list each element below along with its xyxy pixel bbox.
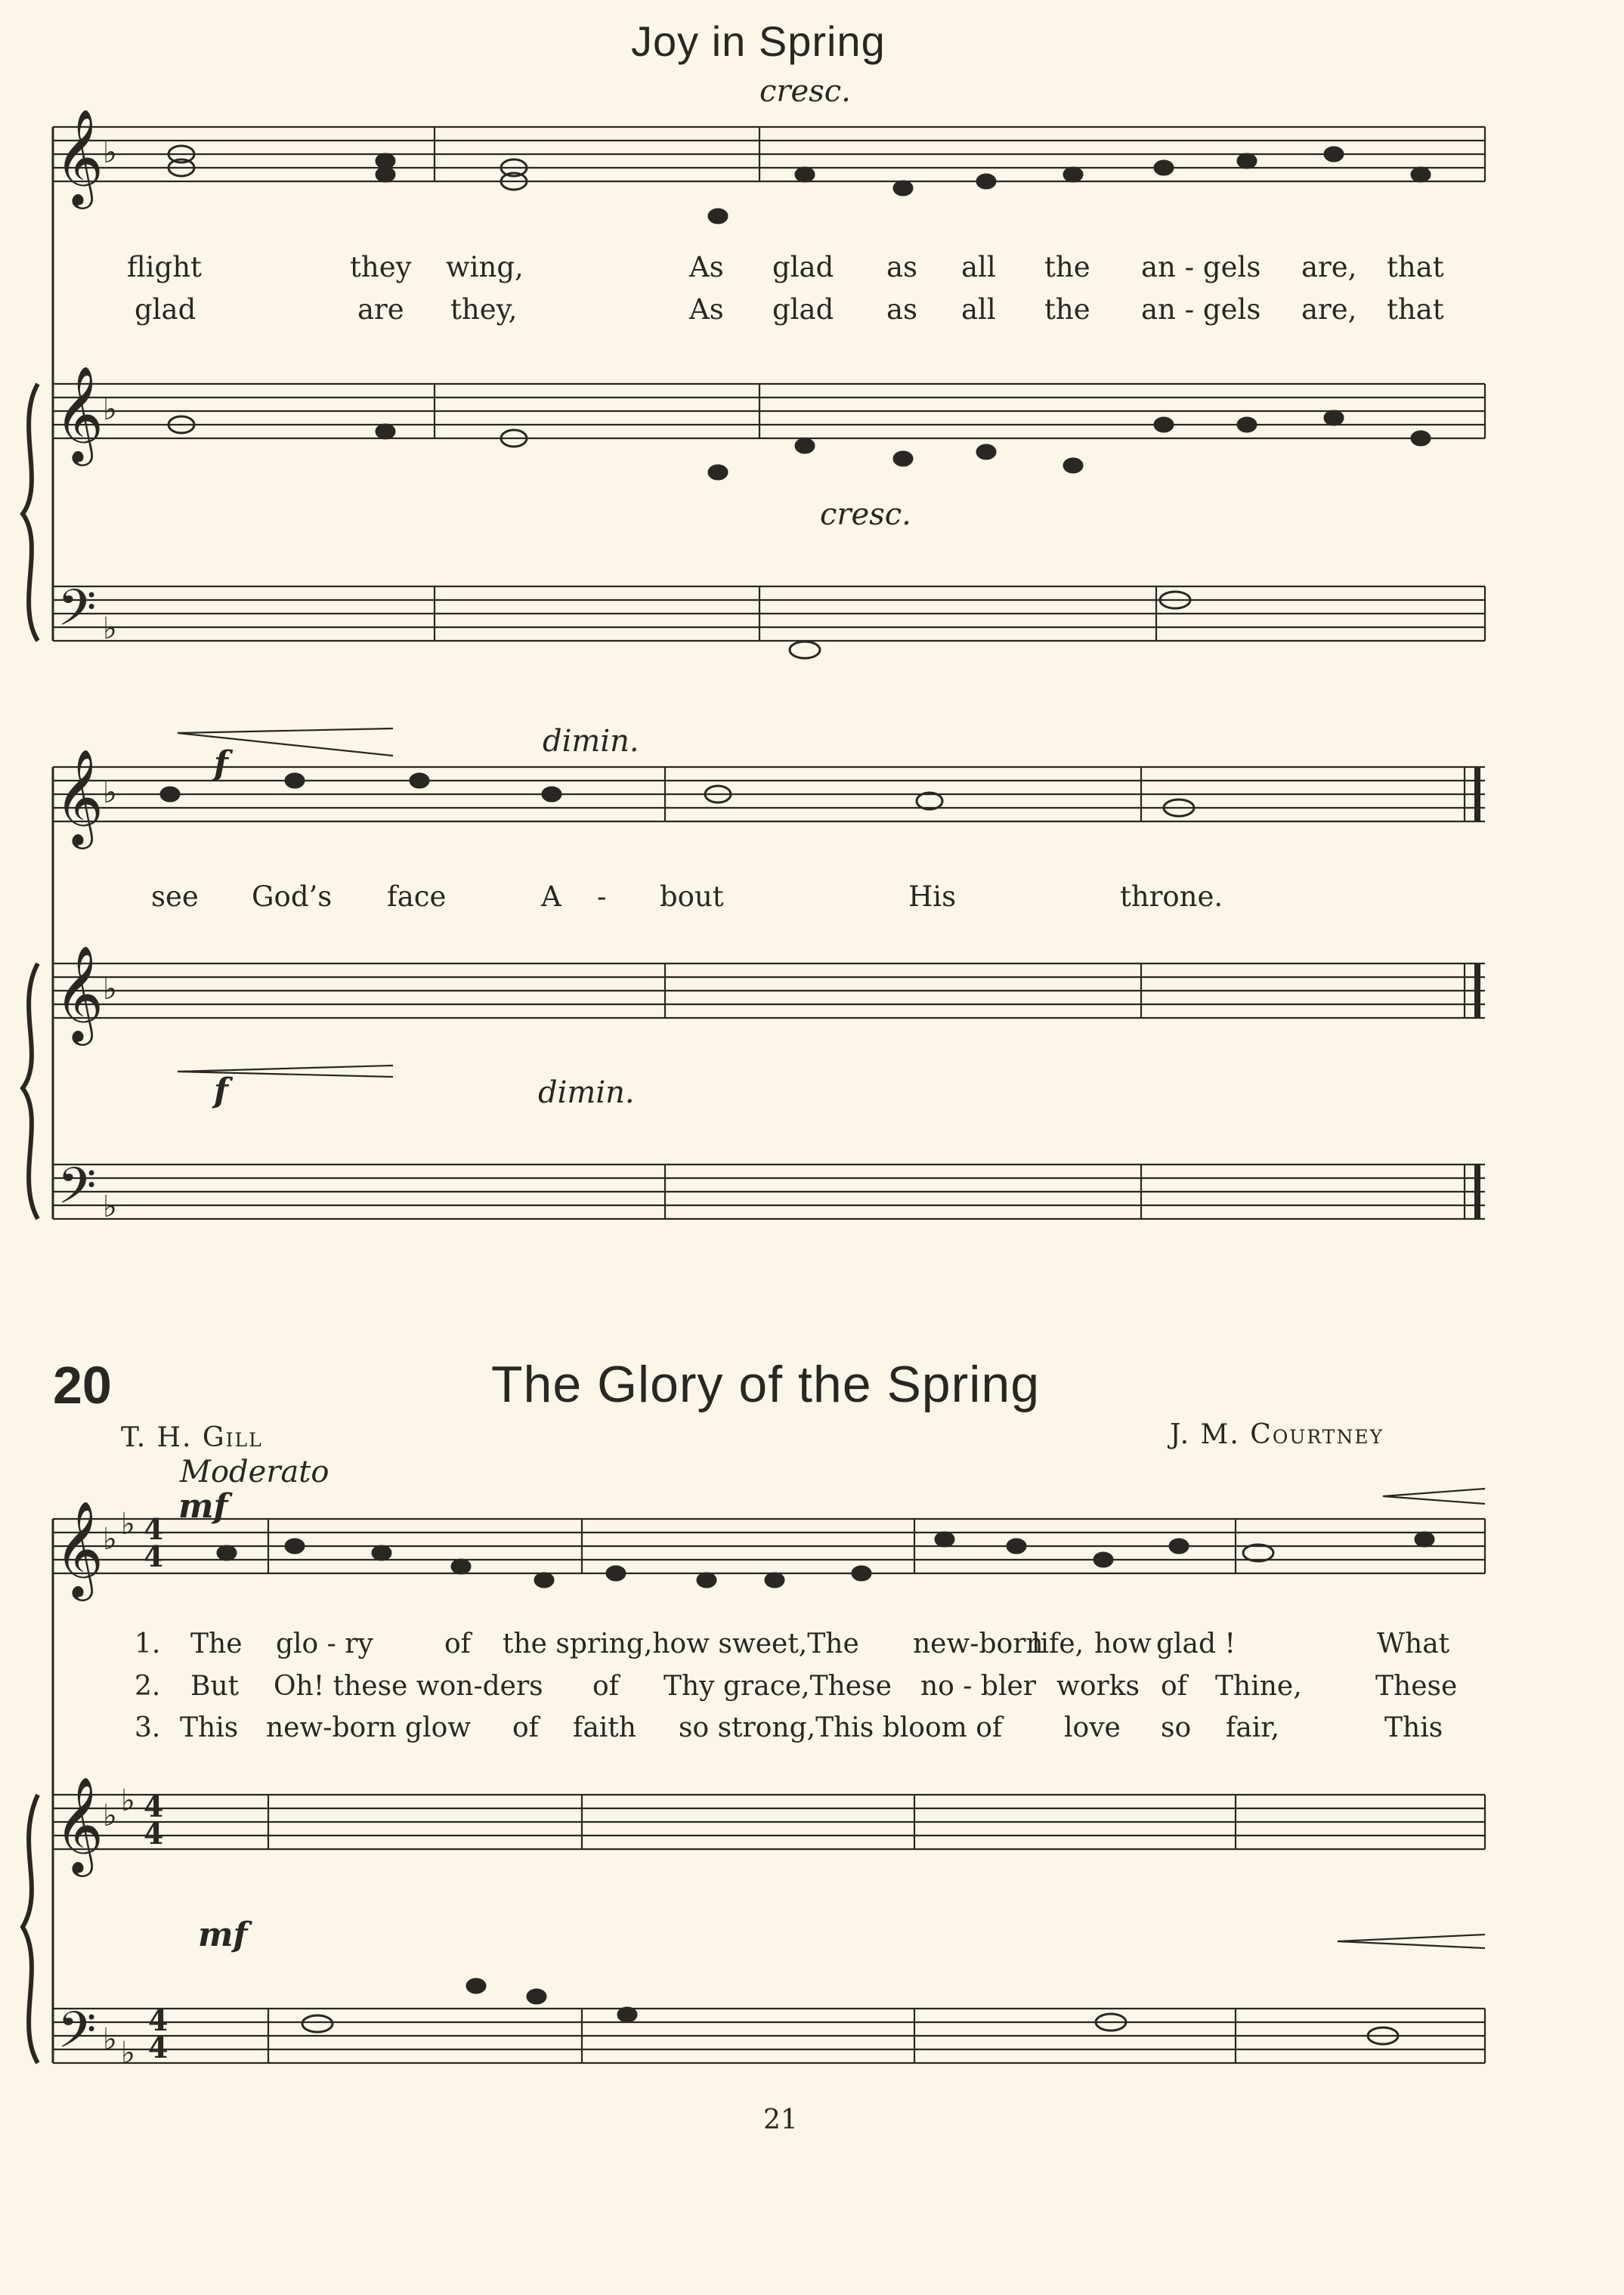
lyric-word: glad bbox=[772, 293, 834, 326]
lyric-word: faith bbox=[573, 1712, 636, 1743]
lyric-word: an - gels bbox=[1141, 251, 1261, 283]
time-sig-bottom: 4 bbox=[144, 1539, 164, 1573]
time-sig-bottom: 4 bbox=[148, 2031, 169, 2065]
time-signature bbox=[148, 2003, 169, 2065]
flat-icon: ♭ bbox=[103, 972, 117, 1007]
lyric-word: But bbox=[190, 1671, 240, 1702]
song-title-1: Joy in Spring bbox=[631, 17, 886, 65]
treble-clef-icon: 𝄞 bbox=[54, 1776, 104, 1873]
flat-icon: ♭ bbox=[103, 1189, 117, 1224]
lyric-word: so bbox=[1161, 1712, 1192, 1743]
lyric-word: works bbox=[1056, 1671, 1140, 1702]
flat-icon: ♭ bbox=[103, 611, 117, 646]
crescendo-hairpin bbox=[178, 728, 393, 756]
time-sig-top: 4 bbox=[144, 1789, 164, 1823]
lyric-word: the spring,how sweet,The bbox=[503, 1628, 859, 1659]
time-sig-top: 4 bbox=[148, 2003, 169, 2037]
brace-3 bbox=[23, 1795, 38, 2063]
lyric-word: they bbox=[350, 251, 412, 283]
treble-clef-icon: 𝄞 bbox=[54, 1500, 104, 1597]
time-sig-bottom: 4 bbox=[144, 1817, 164, 1851]
staff-piano-treble-2 bbox=[53, 963, 1485, 1018]
crescendo-hairpin bbox=[1383, 1489, 1485, 1504]
flat-icon: ♭ bbox=[103, 2022, 117, 2057]
lyric-word: all bbox=[961, 251, 996, 283]
lyric-word: God’s bbox=[252, 880, 333, 913]
bass-clef-icon: 𝄢 bbox=[57, 2001, 97, 2071]
lyric-word: His bbox=[908, 880, 957, 913]
mezzo-forte-marking: mf bbox=[198, 1916, 248, 1954]
lyric-word: This bbox=[1384, 1712, 1443, 1743]
treble-clef-icon: 𝄞 bbox=[54, 365, 104, 462]
staff-piano-bass-1 bbox=[53, 586, 1485, 641]
lyric-word: that bbox=[1387, 251, 1444, 283]
dimin-marking: dimin. bbox=[538, 1075, 635, 1110]
song-title-2: The Glory of the Spring bbox=[491, 1356, 1041, 1413]
flat-icon: ♭ bbox=[103, 392, 117, 427]
flat-icon: ♭ bbox=[103, 1799, 117, 1833]
treble-clef-icon: 𝄞 bbox=[54, 748, 104, 845]
tempo-marking: Moderato bbox=[180, 1455, 329, 1489]
lyric-word: Thine, bbox=[1215, 1671, 1302, 1702]
staff-piano-treble-1 bbox=[53, 384, 1485, 438]
lyric-word: are, bbox=[1301, 251, 1357, 283]
lyric-word: they, bbox=[450, 293, 518, 326]
verse-number: 1. bbox=[135, 1628, 161, 1659]
lyric-word: the bbox=[1044, 251, 1090, 283]
lyric-word: new-born bbox=[913, 1628, 1044, 1659]
dimin-marking: dimin. bbox=[543, 724, 639, 759]
lyric-word: love bbox=[1064, 1712, 1121, 1743]
lyric-word: glad bbox=[135, 293, 196, 326]
noteheads bbox=[161, 146, 1434, 2044]
lyric-word: fair, bbox=[1226, 1712, 1279, 1743]
song-number: 20 bbox=[53, 1356, 112, 1415]
flat-icon: ♭ bbox=[121, 2036, 135, 2071]
lyric-word: so strong,This bloom of bbox=[679, 1712, 1003, 1743]
lyric-word: These bbox=[1375, 1671, 1458, 1702]
lyric-word: As bbox=[689, 251, 724, 283]
lyric-word: of bbox=[592, 1671, 619, 1702]
time-sig-top: 4 bbox=[144, 1512, 164, 1546]
lyric-word: of bbox=[444, 1628, 471, 1659]
page-number: 21 bbox=[763, 2105, 798, 2136]
staff-piano-bass-2 bbox=[53, 1165, 1485, 1219]
lyric-word: all bbox=[961, 293, 996, 326]
flat-icon: ♭ bbox=[121, 1507, 135, 1542]
flat-icon: ♭ bbox=[103, 1522, 117, 1557]
verse-number: 2. bbox=[135, 1671, 161, 1702]
lyric-word: face bbox=[387, 880, 447, 913]
lyric-word: how bbox=[1094, 1628, 1152, 1659]
flat-icon: ♭ bbox=[121, 1783, 135, 1818]
bass-clef-icon: 𝄢 bbox=[57, 1157, 97, 1227]
cresc-marking: cresc. bbox=[820, 497, 911, 532]
lyric-word: This bbox=[180, 1712, 239, 1743]
staff-voice-2 bbox=[53, 767, 1485, 821]
flat-icon: ♭ bbox=[103, 135, 117, 170]
lyric-word: no - bler bbox=[920, 1671, 1036, 1702]
forte-marking: f bbox=[214, 744, 228, 783]
lyric-word: the bbox=[1044, 293, 1090, 326]
lyric-word: as bbox=[886, 293, 918, 326]
lyric-word: see bbox=[151, 880, 199, 913]
lyric-word: glad bbox=[772, 251, 834, 283]
lyric-word: As bbox=[689, 293, 724, 326]
flat-icon: ♭ bbox=[103, 775, 117, 810]
lyric-word: - bbox=[597, 880, 607, 913]
lyric-word: The bbox=[190, 1628, 243, 1659]
lyric-word: What bbox=[1377, 1628, 1450, 1659]
lyric-word: wing, bbox=[446, 251, 524, 283]
time-signature bbox=[144, 1789, 164, 1851]
lyric-word: bout bbox=[660, 880, 724, 913]
crescendo-hairpin bbox=[178, 1066, 393, 1077]
forte-marking: f bbox=[214, 1072, 228, 1110]
treble-clef-icon: 𝄞 bbox=[54, 108, 104, 205]
lyric-word: that bbox=[1387, 293, 1444, 326]
lyric-word: A bbox=[541, 880, 561, 913]
lyric-word: new-born glow bbox=[266, 1712, 472, 1743]
time-signature bbox=[144, 1512, 164, 1573]
mezzo-forte-marking: mf bbox=[178, 1487, 228, 1526]
lyric-word: of bbox=[1161, 1671, 1187, 1702]
treble-clef-icon: 𝄞 bbox=[54, 945, 104, 1041]
lyric-word: an - gels bbox=[1141, 293, 1261, 326]
crescendo-hairpin bbox=[1338, 1935, 1485, 1948]
lyric-word: as bbox=[886, 251, 918, 283]
lyric-word: are, bbox=[1301, 293, 1357, 326]
bass-clef-icon: 𝄢 bbox=[57, 579, 97, 649]
cresc-marking: cresc. bbox=[759, 74, 851, 109]
lyric-word: Oh! these won-ders bbox=[274, 1671, 543, 1702]
brace-2 bbox=[23, 963, 38, 1219]
lyric-word: of bbox=[512, 1712, 539, 1743]
lyric-word: glad ! bbox=[1156, 1628, 1236, 1659]
lyric-word: life, bbox=[1032, 1628, 1084, 1659]
brace-1 bbox=[23, 384, 38, 641]
staff-voice-1 bbox=[53, 127, 1485, 181]
lyric-word: Thy grace,These bbox=[664, 1671, 892, 1702]
lyric-word: flight bbox=[127, 251, 202, 283]
composer-credit: J. M. Courtney bbox=[1170, 1419, 1384, 1450]
verse-number: 3. bbox=[135, 1712, 161, 1743]
lyric-word: glo - ry bbox=[276, 1628, 373, 1659]
lyricist-credit: T. H. Gill bbox=[121, 1422, 263, 1453]
lyric-word: are bbox=[357, 293, 404, 326]
lyric-word: throne. bbox=[1120, 880, 1223, 913]
